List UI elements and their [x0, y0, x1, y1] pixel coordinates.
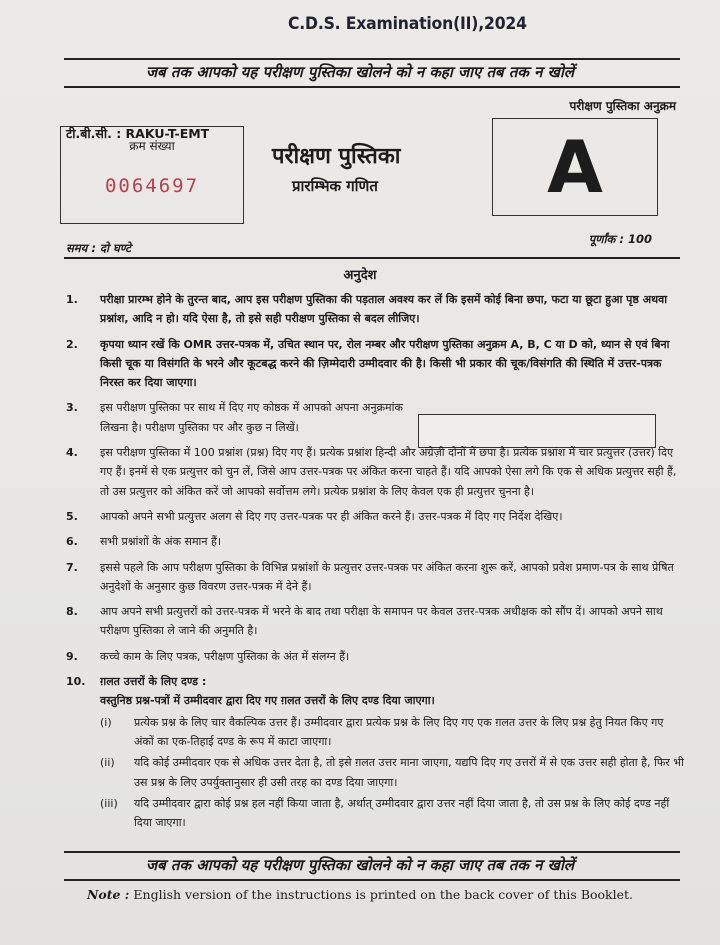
- serial-label: क्रम संख्या: [129, 139, 175, 153]
- maximum-marks: पूर्णांक : 100: [588, 232, 652, 246]
- penalty-rule: (ii) यदि कोई उम्मीदवार एक से अधिक उत्तर देता है, तो इसे ग़लत उत्तर माना जाएगा, यद्यपि दिए गए उत्तरों में से एक उत्तर सही होता है, फिर भी उस प्रश्न के लिए उपर्युक्तानुसार ही उसी तरह का दण्ड दिया जाएगा।: [100, 756, 684, 789]
- english-version-note: [0, 887, 720, 902]
- serial-number: 0064697: [104, 175, 200, 197]
- booklet-subject: प्रारम्भिक गणित: [292, 177, 378, 195]
- instructions-heading: अनुदेश: [343, 268, 377, 283]
- list-item: 9. कच्चे काम के लिए पत्रक, परीक्षण पुस्तिका के अंत में संलग्न हैं।: [66, 649, 350, 663]
- list-item-penalty: 10. ग़लत उत्तरों के लिए दण्ड : वस्तुनिष्ठ प्रश्न-पत्रों में उम्मीदवार द्वारा दिए गए ग़लत उत्तरों के लिए दण्ड दिया जाएगा। (i) प्रत्येक प्रश्न के लिए चार वैकल्पिक उत्तर हैं। उम्मीदवार द्वारा प्रत्येक प्रश्न के लिए दिए गए एक ग़लत उत्तर के लिए प्रश्न हेतु नियत किए गए अंकों का एक-तिहाई दण्ड के रूप में काटा जाएगा। (ii) यदि कोई उम्मीदवार एक से अधिक उत्तर देता है, तो इसे ग़लत उत्तर माना जाएगा, यद्यपि दिए गए उत्तरों में से एक उत्तर सही होता है, फिर भी उस प्रश्न के लिए उपर्युक्तानुसार ही उसी तरह का दण्ड दिया जाएगा। (iii) यदि उम्मीदवार द्वारा कोई प्रश्न हल नहीं किया जाता है, अर्थात् उम्मीदवार द्वारा उत्तर नहीं दिया जाता है, तो उस प्रश्न के लिए कोई दण्ड नहीं दिया जाएगा।: [66, 672, 686, 832]
- penalty-rule: (iii) यदि उम्मीदवार द्वारा कोई प्रश्न हल नहीं किया जाता है, अर्थात् उम्मीदवार द्वारा उत्तर नहीं दिया जाता है, तो उस प्रश्न के लिए कोई दण्ड नहीं दिया जाएगा।: [100, 796, 670, 830]
- booklet-title: परीक्षण पुस्तिका: [272, 144, 401, 169]
- series-letter: A: [547, 125, 603, 209]
- tbc-code: टी.बी.सी. : RAKU-T-EMT: [66, 126, 210, 141]
- divider: [64, 58, 680, 60]
- divider: [64, 851, 680, 853]
- serial-number-box: [60, 126, 244, 224]
- list-item: 8. आप अपने सभी प्रत्युत्तरों को उत्तर-पत्रक में भरने के बाद तथा परीक्षा के समापन पर केवल उत्तर-पत्रक अधीक्षक को सौंप दें। आपको अपने साथ परीक्षण पुस्तिका ले जाने की अनुमति है।: [66, 605, 663, 638]
- warning-banner-bottom: जब तक आपको यह परीक्षण पुस्तिका खोलने को न कहा जाए तब तक न खोलें: [145, 856, 575, 874]
- series-letter-box: [492, 118, 658, 216]
- penalty-rule: (i) प्रत्येक प्रश्न के लिए चार वैकल्पिक उत्तर हैं। उम्मीदवार द्वारा प्रत्येक प्रश्न के लिए दिए गए एक ग़लत उत्तर के लिए प्रश्न हेतु नियत किए गए अंकों का एक-तिहाई दण्ड के रूप में काटा जाएगा।: [100, 715, 664, 748]
- list-item: 6. सभी प्रश्नांशों के अंक समान हैं।: [66, 535, 221, 549]
- penalty-heading: ग़लत उत्तरों के लिए दण्ड :: [100, 675, 207, 689]
- list-item: 3. इस परीक्षण पुस्तिका पर साथ में दिए गए कोष्ठक में आपको अपना अनुक्रमांक लिखना है। परीक्षण पुस्तिका पर और कुछ न लिखें।: [66, 401, 403, 434]
- list-item: 1. परीक्षा प्रारम्भ होने के तुरन्त बाद, आप इस परीक्षण पुस्तिका की पड़ताल अवश्य कर लें कि इसमें कोई बिना छपा, फटा या छूटा हुआ पृष्ठ अथवा प्रश्नांश, आदि न हो। यदि ऐसा है, तो इसे सही परीक्षण पुस्तिका से बदल लीजिए।: [66, 293, 668, 326]
- list-item: 5. आपको अपने सभी प्रत्युत्तर अलग से दिए गए उत्तर-पत्रक पर ही अंकित करने हैं। उत्तर-पत्रक में दिए गए निर्देश देखिए।: [66, 509, 563, 523]
- divider: [64, 879, 680, 881]
- warning-banner-top: जब तक आपको यह परीक्षण पुस्तिका खोलने को न कहा जाए तब तक न खोलें: [145, 63, 575, 81]
- series-label: परीक्षण पुस्तिका अनुक्रम: [569, 99, 676, 113]
- time-allowed: समय : दो घण्टे: [66, 241, 131, 255]
- divider: [64, 86, 680, 88]
- note-label: Note :: [86, 887, 130, 902]
- exam-title: C.D.S. Examination(II),2024: [288, 14, 527, 34]
- list-item: 4. इस परीक्षण पुस्तिका में 100 प्रश्नांश (प्रश्न) दिए गए हैं। प्रत्येक प्रश्नांश हिन्दी और अंग्रेज़ी दोनों में छपा है। प्रत्येक प्रश्नांश में चार प्रत्युत्तर (उत्तर) दिए गए हैं। इनमें से एक प्रत्युत्तर को चुन लें, जिसे आप उत्तर-पत्रक पर अंकित करना चाहते हैं। यदि आपको ऐसा लगे कि एक से अधिक प्रत्युत्तर सही हैं, तो उस प्रत्युत्तर को अंकित करें जो आपको सर्वोत्तम लगे। प्रत्येक प्रश्नांश के लिए केवल एक ही प्रत्युत्तर चुनना है।: [66, 446, 677, 498]
- instructions-list: [66, 290, 686, 838]
- list-item: 7. इससे पहले कि आप परीक्षण पुस्तिका के विभिन्न प्रश्नांशों के प्रत्युत्तर उत्तर-पत्रक पर अंकित करना शुरू करें, आपको प्रवेश प्रमाण-पत्र के साथ प्रेषित अनुदेशों के अनुसार कुछ विवरण उत्तर-पत्रक में देने हैं।: [66, 560, 674, 593]
- list-item: 2. कृपया ध्यान रखें कि OMR उत्तर-पत्रक में, उचित स्थान पर, रोल नम्बर और परीक्षण पुस्तिका अनुक्रम A, B, C या D को, ध्यान से एवं बिना किसी चूक या विसंगति के भरने और कूटबद्ध करने की ज़िम्मेदारी उम्मीदवार की है। किसी भी प्रकार की चूक/विसंगति की स्थिति में उत्तर-पत्रक निरस्त कर दिया जाएगा।: [66, 337, 670, 390]
- penalty-intro: वस्तुनिष्ठ प्रश्न-पत्रों में उम्मीदवार द्वारा दिए गए ग़लत उत्तरों के लिए दण्ड दिया जाएगा।: [100, 694, 435, 708]
- divider: [64, 257, 680, 259]
- note-text: English version of the instructions is printed on the back cover of this Booklet.: [133, 887, 634, 902]
